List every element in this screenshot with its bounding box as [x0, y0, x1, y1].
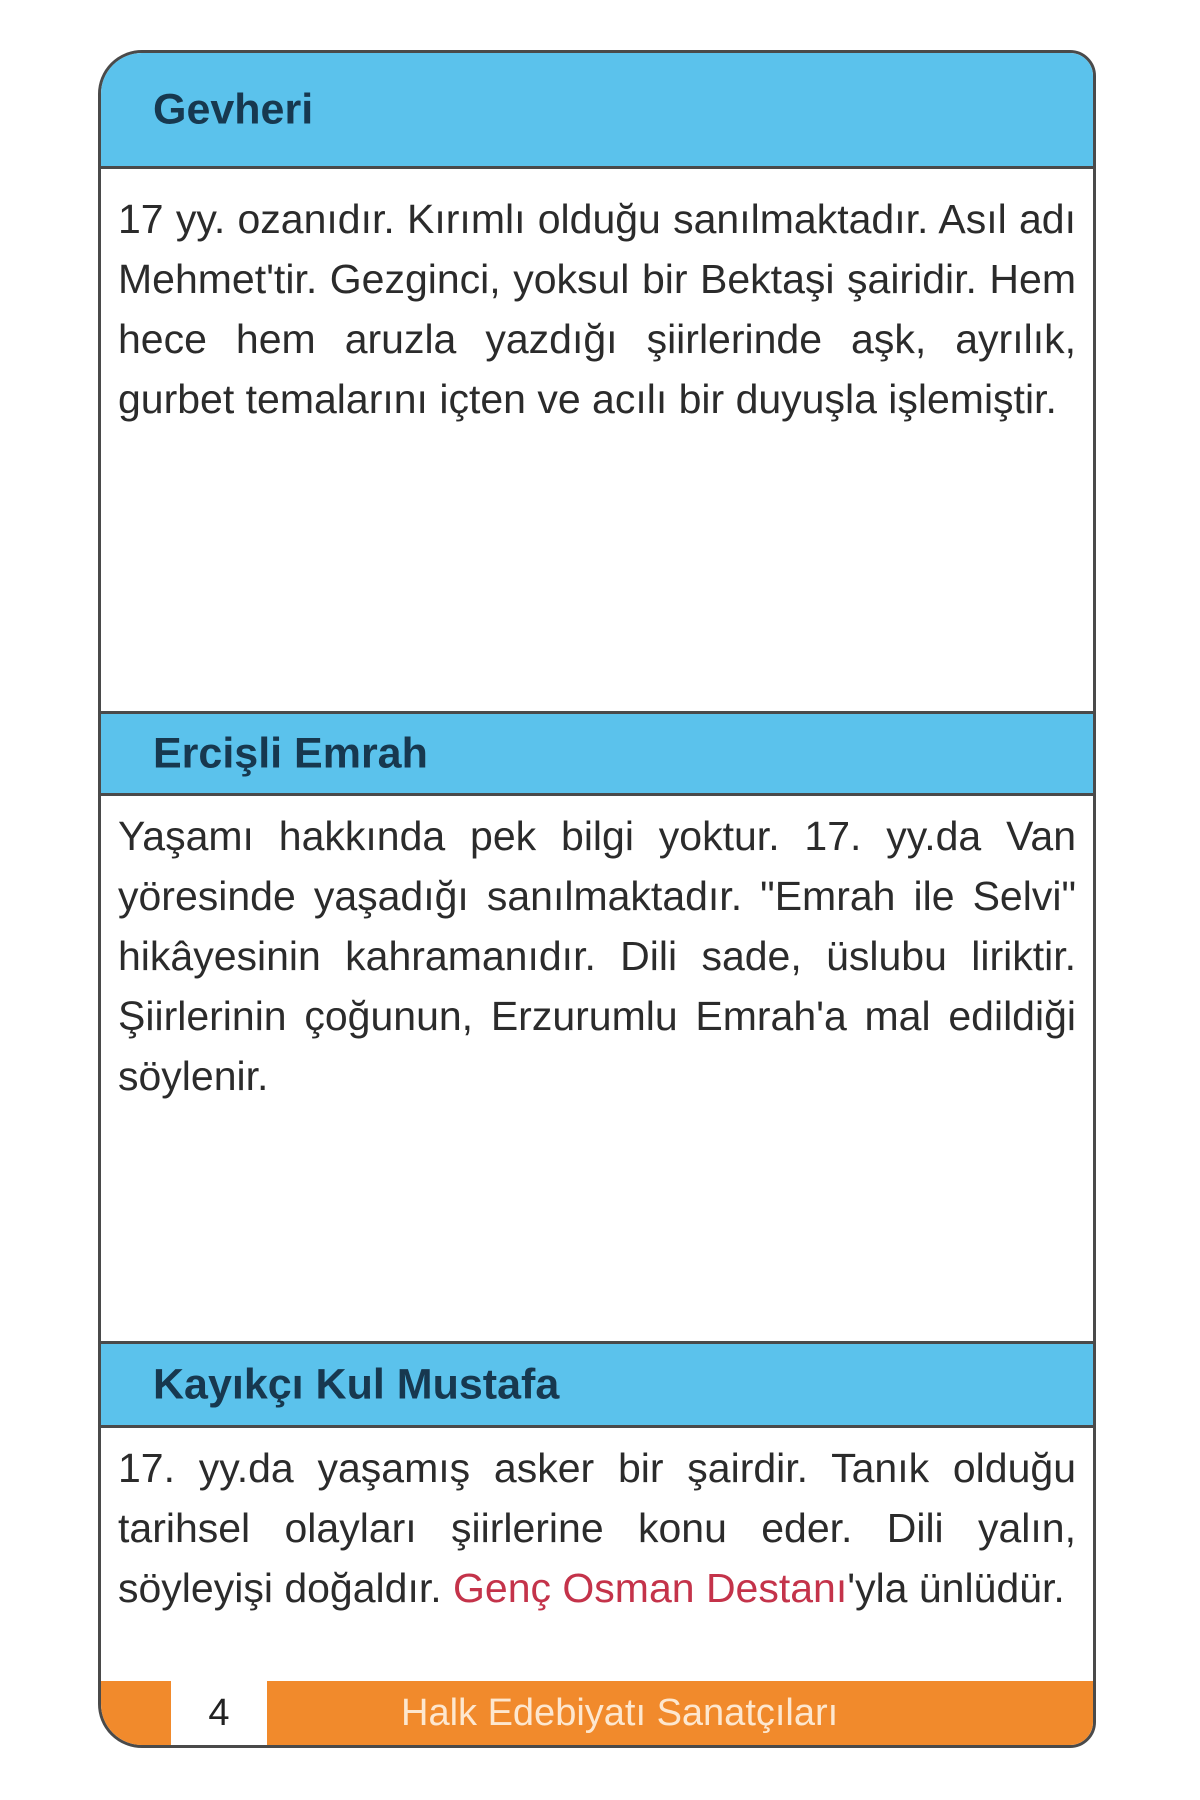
section-header-gevheri: [101, 53, 1093, 169]
page-number: 4: [208, 1691, 230, 1734]
body-text: 17. yy.da yaşamış asker bir şairdir. Tanık olduğu tarihsel olayları şiirlerine konu eder. Dili yalın, söyleyişi doğaldır.: [118, 1445, 1076, 1611]
section-header-kayikci-kul-mustafa: [101, 1341, 1093, 1428]
page-number-box: [171, 1681, 267, 1745]
section-body: 17 yy. ozanıdır. Kırımlı olduğu sanılmaktadır. Asıl adı Mehmet'tir. Gezginci, yoksul bir Bektaşi şairidir. Hem hece hem aruzla yazdığı şiirlerinde aşk, ayrılık, gurbet temalarını içten ve acılı bir duyuşla işlemiştir.: [118, 196, 1076, 422]
footer-title: Halk Edebiyatı Sanatçıları: [401, 1692, 839, 1734]
section-body: [118, 1438, 1076, 1618]
section-title: Kayıkçı Kul Mustafa: [153, 1360, 560, 1408]
body-text: 'yla ünlüdür.: [847, 1565, 1065, 1611]
poet-info-card: [98, 50, 1096, 1748]
section-body: Yaşamı hakkında pek bilgi yoktur. 17. yy.da Van yöresinde yaşadığı sanılmaktadır. "Emrah ile Selvi" hikâyesinin kahramanıdır. Dili sade, üslubu liriktir. Şiirlerinin çoğunun, Erzurumlu Emrah'a mal edildiği söylenir.: [118, 813, 1076, 1099]
section-header-ercisli-emrah: [101, 711, 1093, 796]
section-title: Gevheri: [153, 85, 314, 133]
highlighted-work-title: Genç Osman Destanı: [453, 1565, 848, 1611]
section-title: Ercişli Emrah: [153, 729, 428, 777]
page-footer: [101, 1681, 1093, 1745]
